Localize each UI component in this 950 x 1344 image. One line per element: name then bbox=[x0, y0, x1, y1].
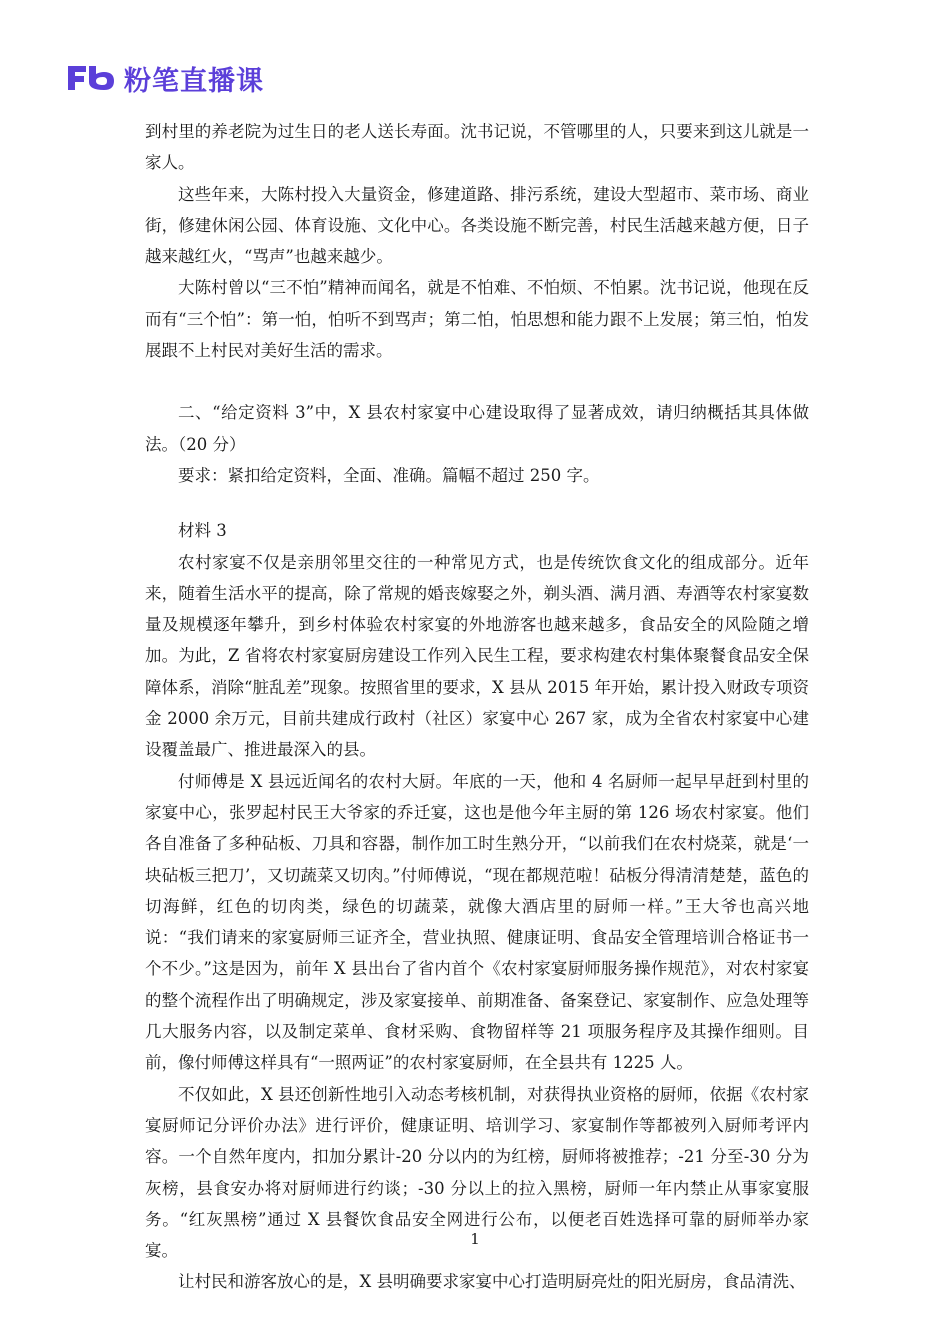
paragraph: 不仅如此，X 县还创新性地引入动态考核机制，对获得执业资格的厨师，依据《农村家宴厨师记分评价办法》进行评价，健康证明、培训学习、家宴制作等都被列入厨师考评内容。一个自然年度内，扣加分累计-20 分以内的为红榜，厨师将被推荐；-21 分至-30 分为灰榜，县食安办将对厨师进行约谈；-30 分以上的拉入黑榜，厨师一年内禁止从事家宴服务。“红灰黑榜”通过 X 县餐饮食品安全网进行公布，以便老百姓选择可靠的厨师举办家宴。 bbox=[145, 1084, 809, 1261]
paragraph: 到村里的养老院为过生日的老人送长寿面。沈书记说，不管哪里的人，只要来到这儿就是一家人。 bbox=[145, 122, 809, 173]
requirement-text: 要求：紧扣给定资料，全面、准确。篇幅不超过 250 字。 bbox=[178, 465, 600, 485]
paragraph: 付师傅是 X 县远近闻名的农村大厨。年底的一天，他和 4 名厨师一起早早赶到村里的家宴中心，张罗起村民王大爷家的乔迁宴，这也是他今年主厨的第 126 场农村家宴。他们各自准备了多种砧板、刀具和容器，制作加工时生熟分开，“以前我们在农村烧菜，就是‘一块砧板三把刀’，又切蔬菜又切肉。”付师傅说，“现在都规范啦！砧板分得清清楚楚，蓝色的切海鲜，红色的切肉类，绿色的切蔬菜，就像大酒店里的厨师一样。”王大爷也高兴地说：“我们请来的家宴厨师三证齐全，营业执照、健康证明、食品安全管理培训合格证书一个不少。”这是因为，前年 X 县出台了省内首个《农村家宴厨师服务操作规范》，对农村家宴的整个流程作出了明确规定，涉及家宴接单、前期准备、备案登记、家宴制作、应急处理等几大服务内容，以及制定菜单、食材采购、食物留样等 21 项服务程序及其操作细则。目前，像付师傅这样具有“一照两证”的农村家宴厨师，在全县共有 1225 人。 bbox=[145, 771, 809, 1073]
page-number: 1 bbox=[470, 1230, 480, 1248]
header bbox=[66, 58, 264, 98]
document-body bbox=[145, 116, 809, 1298]
question-text: 二、“给定资料 3”中，X 县农村家宴中心建设取得了显著成效，请归纳概括其具体做法。（20 分） bbox=[145, 403, 809, 454]
brand-name: 粉笔直播课 bbox=[124, 65, 264, 97]
material-title: 材料 3 bbox=[178, 521, 227, 541]
paragraph: 让村民和游客放心的是，X 县明确要求家宴中心打造明厨亮灶的阳光厨房，食品清洗、 bbox=[178, 1272, 806, 1292]
paragraph: 大陈村曾以“三不怕”精神而闻名，就是不怕难、不怕烦、不怕累。沈书记说，他现在反而有“三个怕”：第一怕，怕听不到骂声；第二怕，怕思想和能力跟不上发展；第三怕，怕发展跟不上村民对美好生活的需求。 bbox=[145, 278, 809, 361]
paragraph: 这些年来，大陈村投入大量资金，修建道路、排污系统，建设大型超市、菜市场、商业街，修建休闲公园、体育设施、文化中心。各类设施不断完善，村民生活越来越方便，日子越来越红火，“骂声”也越来越少。 bbox=[145, 184, 809, 267]
paragraph: 农村家宴不仅是亲朋邻里交往的一种常见方式，也是传统饮食文化的组成部分。近年来，随着生活水平的提高，除了常规的婚丧嫁娶之外，剃头酒、满月酒、寿酒等农村家宴数量及规模逐年攀升，到乡村体验农村家宴的外地游客也越来越多，食品安全的风险随之增加。为此，Z 省将农村家宴厨房建设工作列入民生工程，要求构建农村集体聚餐食品安全保障体系，消除“脏乱差”现象。按照省里的要求，X 县从 2015 年开始，累计投入财政专项资金 2000 余万元，目前共建成行政村（社区）家宴中心 267 家，成为全省农村家宴中心建设覆盖最广、推进最深入的县。 bbox=[145, 552, 809, 760]
fenbi-logo-icon bbox=[66, 64, 116, 92]
